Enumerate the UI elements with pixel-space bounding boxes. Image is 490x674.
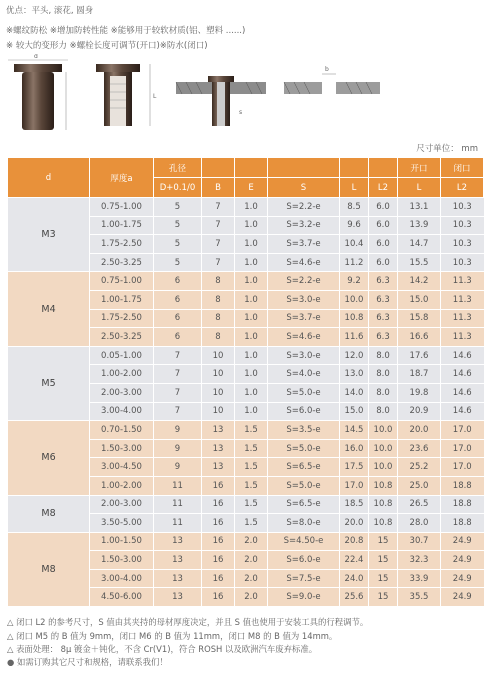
table-cell: 13.1 (398, 198, 441, 217)
th-e: E (235, 178, 268, 198)
table-cell: 2.0 (235, 532, 268, 551)
table-cell: 0.75-1.00 (90, 198, 154, 217)
spec-table-body (8, 198, 484, 607)
table-cell: 1.00-2.00 (90, 476, 154, 495)
table-cell: 7 (202, 235, 235, 254)
table-cell: 15.0 (398, 290, 441, 309)
table-cell: 26.5 (398, 495, 441, 514)
table-cell: 14.2 (398, 272, 441, 291)
table-cell: 1.00-1.50 (90, 532, 154, 551)
th-d: d (8, 158, 90, 198)
table-cell: 23.6 (398, 439, 441, 458)
table-cell: 14.6 (441, 365, 484, 384)
table-cell: 6 (154, 328, 202, 347)
table-cell: 8.0 (369, 346, 398, 365)
table-cell: 10.4 (340, 235, 369, 254)
table-row (8, 272, 484, 291)
table-cell: 25.0 (398, 476, 441, 495)
th-blank (235, 158, 268, 178)
table-cell: 16 (202, 476, 235, 495)
unit-label: 尺寸单位： mm (416, 144, 478, 154)
table-cell: 1.0 (235, 383, 268, 402)
th-blank (202, 158, 235, 178)
table-cell: 24.9 (441, 569, 484, 588)
table-cell: 8 (202, 309, 235, 328)
table-cell: 22.4 (340, 551, 369, 570)
table-cell: 5 (154, 216, 202, 235)
table-cell: 18.5 (340, 495, 369, 514)
table-cell: 14.7 (398, 235, 441, 254)
table-cell: 1.75-2.50 (90, 235, 154, 254)
table-cell: 11 (154, 476, 202, 495)
table-cell: 13 (202, 421, 235, 440)
table-cell: 15.0 (340, 402, 369, 421)
table-cell: 14.5 (340, 421, 369, 440)
table-cell: S=3.0-e (268, 290, 340, 309)
table-cell: 24.0 (340, 569, 369, 588)
table-cell: 6.3 (369, 328, 398, 347)
th-hole: 孔径 (154, 158, 202, 178)
table-cell: 11.3 (441, 290, 484, 309)
table-cell: 10.0 (340, 290, 369, 309)
installed-section-drawing (176, 76, 266, 126)
table-cell: 1.0 (235, 328, 268, 347)
table-row (8, 198, 484, 217)
table-row (8, 495, 484, 514)
table-cell: 13 (202, 439, 235, 458)
note-1: △ 闭口 L2 的参考尺寸，S 值由其夹持的母材厚度决定，并且 S 值也使用于安装工具的行程调节。 (7, 617, 369, 627)
table-cell: 10 (202, 383, 235, 402)
table-cell: 9 (154, 439, 202, 458)
table-cell: 11.3 (441, 309, 484, 328)
technical-drawings (0, 54, 490, 144)
table-cell: 3.00-4.00 (90, 569, 154, 588)
th-thickness: 厚度a (90, 158, 154, 198)
table-cell: 1.5 (235, 495, 268, 514)
table-cell: 0.70-1.50 (90, 421, 154, 440)
table-cell: 11.6 (340, 328, 369, 347)
table-cell: S=8.0-e (268, 514, 340, 533)
label-b: b (325, 66, 329, 73)
table-cell: 1.0 (235, 365, 268, 384)
table-cell: 3.00-4.50 (90, 458, 154, 477)
table-cell: 16.6 (398, 328, 441, 347)
th-hole-sub: D+0.1/0 (154, 178, 202, 198)
table-cell: 2.00-3.00 (90, 495, 154, 514)
table-cell: 7 (154, 346, 202, 365)
th-closed: 闭口 (441, 158, 484, 178)
table-cell: 1.5 (235, 458, 268, 477)
table-cell: 16 (202, 514, 235, 533)
table-cell: 14.6 (441, 383, 484, 402)
table-cell: 10.8 (369, 476, 398, 495)
size-cell: M8 (8, 495, 90, 532)
table-cell: 6.0 (369, 216, 398, 235)
table-cell: 16 (202, 495, 235, 514)
th-closed-l2: L2 (441, 178, 484, 198)
table-cell: 3.00-4.00 (90, 402, 154, 421)
table-cell: 10.3 (441, 198, 484, 217)
table-cell: 5 (154, 253, 202, 272)
table-cell: 10.8 (369, 514, 398, 533)
table-cell: 16 (202, 569, 235, 588)
table-cell: 8.5 (340, 198, 369, 217)
table-cell: 6.3 (369, 309, 398, 328)
table-cell: 15.8 (398, 309, 441, 328)
table-cell: 8.0 (369, 402, 398, 421)
table-cell: 5 (154, 235, 202, 254)
table-cell: 7 (202, 216, 235, 235)
table-cell: 15 (369, 588, 398, 607)
rivet-nut-closed-drawing (8, 54, 68, 130)
table-cell: S=5.0-e (268, 476, 340, 495)
table-cell: 9 (154, 458, 202, 477)
table-cell: 1.50-3.00 (90, 439, 154, 458)
table-row (8, 346, 484, 365)
table-cell: 11.2 (340, 253, 369, 272)
table-cell: 11.3 (441, 272, 484, 291)
table-cell: 10.3 (441, 253, 484, 272)
table-cell: 7 (154, 402, 202, 421)
table-cell: 1.0 (235, 198, 268, 217)
size-cell: M8 (8, 532, 90, 606)
table-cell: S=6.5-e (268, 458, 340, 477)
table-cell: 1.00-1.75 (90, 290, 154, 309)
features-line-1: ※螺纹防松 ※增加防转性能 ※能够用于较软材质(铝、塑料 ......) (6, 26, 246, 36)
spec-table (7, 157, 484, 607)
table-cell: 6.0 (369, 253, 398, 272)
table-cell: 15 (369, 569, 398, 588)
size-cell: M4 (8, 272, 90, 346)
table-cell: 1.75-2.50 (90, 309, 154, 328)
th-l2: L2 (369, 178, 398, 198)
label-l: L (153, 93, 157, 100)
table-cell: 13 (154, 532, 202, 551)
table-cell: 13.0 (340, 365, 369, 384)
table-cell: 9 (154, 421, 202, 440)
table-cell: 6 (154, 309, 202, 328)
table-cell: S=5.0-e (268, 383, 340, 402)
table-cell: 0.75-1.00 (90, 272, 154, 291)
table-cell: 6 (154, 290, 202, 309)
table-cell: S=5.0-e (268, 439, 340, 458)
advantages-title: 优点：平头, 滚花, 圆身 (6, 6, 94, 16)
table-cell: S=7.5-e (268, 569, 340, 588)
table-cell: S=6.5-e (268, 495, 340, 514)
table-cell: S=6.0-e (268, 551, 340, 570)
table-cell: 6 (154, 272, 202, 291)
table-row (8, 421, 484, 440)
table-cell: 20.0 (398, 421, 441, 440)
table-cell: 13 (154, 551, 202, 570)
table-cell: 14.6 (441, 346, 484, 365)
th-b: B (202, 178, 235, 198)
table-cell: S=2.2-e (268, 272, 340, 291)
size-cell: M6 (8, 421, 90, 495)
table-cell: 1.5 (235, 476, 268, 495)
table-cell: 1.0 (235, 309, 268, 328)
table-cell: 7 (154, 383, 202, 402)
table-cell: 1.0 (235, 272, 268, 291)
table-cell: 19.8 (398, 383, 441, 402)
table-cell: 13 (154, 588, 202, 607)
table-cell: 17.0 (441, 439, 484, 458)
table-cell: S=3.7-e (268, 235, 340, 254)
table-cell: 0.05-1.00 (90, 346, 154, 365)
table-cell: 24.9 (441, 551, 484, 570)
table-cell: 8 (202, 290, 235, 309)
table-cell: S=3.2-e (268, 216, 340, 235)
table-cell: 13 (202, 458, 235, 477)
label-d: d (34, 54, 38, 60)
table-cell: 18.8 (441, 495, 484, 514)
table-cell: 10.3 (441, 216, 484, 235)
table-cell: 17.0 (340, 476, 369, 495)
table-cell: S=3.7-e (268, 309, 340, 328)
table-cell: 1.50-3.00 (90, 551, 154, 570)
table-cell: 18.8 (441, 476, 484, 495)
table-cell: 5 (154, 198, 202, 217)
table-cell: 18.7 (398, 365, 441, 384)
table-cell: 2.00-3.00 (90, 383, 154, 402)
table-cell: 1.0 (235, 216, 268, 235)
table-cell: 16 (202, 588, 235, 607)
table-cell: 20.8 (340, 532, 369, 551)
table-cell: S=9.0-e (268, 588, 340, 607)
table-cell: S=4.50-e (268, 532, 340, 551)
table-cell: 10.0 (369, 458, 398, 477)
table-cell: 10 (202, 365, 235, 384)
table-cell: 20.0 (340, 514, 369, 533)
features-line-2: ※ 较大的变形力 ※螺栓长度可调节(开口)※防水(闭口) (6, 41, 208, 51)
table-cell: 10 (202, 346, 235, 365)
table-cell: 14.0 (340, 383, 369, 402)
table-cell: 2.50-3.25 (90, 253, 154, 272)
table-cell: S=3.5-e (268, 421, 340, 440)
table-cell: S=3.0-e (268, 346, 340, 365)
table-cell: 24.9 (441, 588, 484, 607)
table-cell: 6.3 (369, 290, 398, 309)
table-cell: 1.0 (235, 346, 268, 365)
table-cell: 10.0 (369, 421, 398, 440)
table-cell: 30.7 (398, 532, 441, 551)
table-cell: 9.6 (340, 216, 369, 235)
th-blank (369, 158, 398, 178)
table-cell: 14.6 (441, 402, 484, 421)
table-cell: 13 (154, 569, 202, 588)
table-cell: 24.9 (441, 532, 484, 551)
table-cell: 32.3 (398, 551, 441, 570)
table-cell: 1.5 (235, 421, 268, 440)
table-cell: S=2.2-e (268, 198, 340, 217)
table-cell: 1.0 (235, 235, 268, 254)
table-cell: 1.5 (235, 514, 268, 533)
table-cell: 8.0 (369, 383, 398, 402)
table-cell: 1.00-2.00 (90, 365, 154, 384)
table-cell: 25.6 (340, 588, 369, 607)
table-cell: 18.8 (441, 514, 484, 533)
table-cell: 33.9 (398, 569, 441, 588)
note-4: ● 如需订购其它尺寸和规格，请联系我们！ (7, 657, 168, 667)
table-cell: 10.8 (369, 495, 398, 514)
table-cell: 10.0 (369, 439, 398, 458)
table-cell: 2.0 (235, 569, 268, 588)
th-l: L (340, 178, 369, 198)
table-cell: 2.0 (235, 588, 268, 607)
table-cell: 10.3 (441, 235, 484, 254)
table-cell: 15.5 (398, 253, 441, 272)
th-blank (268, 158, 340, 178)
table-cell: 25.2 (398, 458, 441, 477)
th-open: 开口 (398, 158, 441, 178)
table-cell: 4.50-6.00 (90, 588, 154, 607)
table-cell: 7 (154, 365, 202, 384)
table-cell: 7 (202, 253, 235, 272)
table-cell: 2.50-3.25 (90, 328, 154, 347)
table-cell: 1.0 (235, 402, 268, 421)
table-cell: 6.0 (369, 198, 398, 217)
table-cell: S=4.6-e (268, 328, 340, 347)
note-2: △ 闭口 M5 的 B 值为 9mm，闭口 M6 的 B 值为 11mm，闭口 M8 的 B 值为 14mm。 (7, 631, 338, 641)
th-s: S (268, 178, 340, 198)
table-cell: 2.0 (235, 551, 268, 570)
table-cell: 1.00-1.75 (90, 216, 154, 235)
plate-hole-drawing (284, 66, 380, 94)
table-cell: 16 (202, 532, 235, 551)
rivet-nut-open-drawing (96, 64, 157, 126)
table-cell: 1.5 (235, 439, 268, 458)
table-cell: 6.3 (369, 272, 398, 291)
table-cell: 9.2 (340, 272, 369, 291)
note-3: △ 表面处理： 8μ 镀金＋钝化，不含 Cr(V1)，符合 ROSH 以及欧洲汽车废弃标准。 (7, 644, 318, 654)
table-row (8, 532, 484, 551)
table-cell: 8.0 (369, 365, 398, 384)
table-cell: 8 (202, 328, 235, 347)
table-cell: S=6.0-e (268, 402, 340, 421)
th-open-l: L (398, 178, 441, 198)
table-cell: S=4.6-e (268, 253, 340, 272)
table-cell: 16.0 (340, 439, 369, 458)
table-cell: 16 (202, 551, 235, 570)
table-cell: 1.0 (235, 253, 268, 272)
table-cell: 10 (202, 402, 235, 421)
table-cell: 17.0 (441, 458, 484, 477)
table-cell: 8 (202, 272, 235, 291)
size-cell: M5 (8, 346, 90, 420)
th-blank (340, 158, 369, 178)
table-cell: 7 (202, 198, 235, 217)
label-s: s (239, 109, 243, 116)
table-cell: 13.9 (398, 216, 441, 235)
table-cell: 15 (369, 532, 398, 551)
table-cell: 15 (369, 551, 398, 570)
table-cell: S=4.0-e (268, 365, 340, 384)
table-cell: 11 (154, 495, 202, 514)
table-cell: 17.5 (340, 458, 369, 477)
table-cell: 11.3 (441, 328, 484, 347)
table-cell: 12.0 (340, 346, 369, 365)
table-cell: 10.8 (340, 309, 369, 328)
table-cell: 17.6 (398, 346, 441, 365)
table-cell: 17.0 (441, 421, 484, 440)
table-cell: 28.0 (398, 514, 441, 533)
table-cell: 6.0 (369, 235, 398, 254)
table-cell: 3.50-5.00 (90, 514, 154, 533)
table-cell: 35.5 (398, 588, 441, 607)
table-cell: 1.0 (235, 290, 268, 309)
table-cell: 20.9 (398, 402, 441, 421)
table-cell: 11 (154, 514, 202, 533)
size-cell: M3 (8, 198, 90, 272)
